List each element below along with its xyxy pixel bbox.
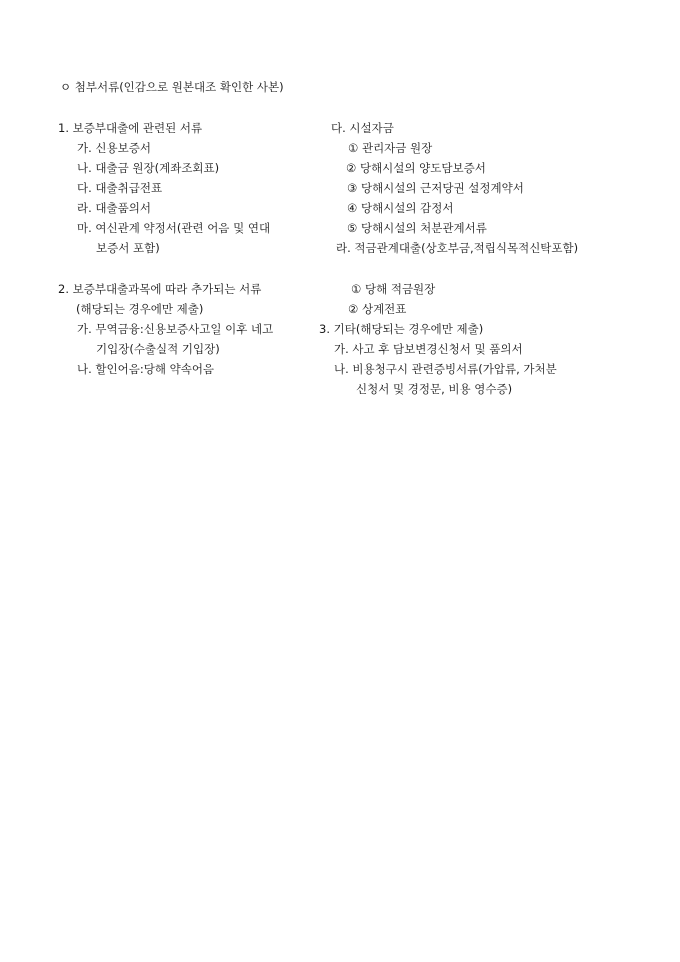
section-1-item: 가. 신용보증서 <box>77 141 151 155</box>
facility-fund-item: ③ 당해시설의 근저당권 설정계약서 <box>347 181 524 195</box>
section-1-item-continued: 보증서 포함) <box>96 241 160 255</box>
section-3-item-continued: 신청서 및 경정문, 비용 영수증) <box>356 382 513 396</box>
section-1-item: 나. 대출금 원장(계좌조회표) <box>77 161 220 175</box>
section-3-item: 나. 비용청구시 관련증빙서류(가압류, 가처분 <box>334 362 557 376</box>
section-2-subtitle: (해당되는 경우에만 제출) <box>76 302 204 316</box>
savings-loan-item: ② 상계전표 <box>348 302 407 316</box>
attachment-header: ㅇ 첨부서류(인감으로 원본대조 확인한 사본) <box>60 80 284 94</box>
section-1-item: 라. 대출품의서 <box>77 201 151 215</box>
section-2-item-continued: 기입장(수출실적 기입장) <box>96 342 220 356</box>
savings-loan-item: ① 당해 적금원장 <box>351 282 436 296</box>
facility-fund-item: ⑤ 당해시설의 처분관계서류 <box>347 221 487 235</box>
facility-fund-title: 다. 시설자금 <box>331 121 394 135</box>
savings-loan-title: 라. 적금관계대출(상호부금,적립식목적신탁포함) <box>336 241 579 255</box>
section-1-item: 다. 대출취급전표 <box>77 181 163 195</box>
section-3-title: 3. 기타(해당되는 경우에만 제출) <box>319 322 484 336</box>
section-3-item: 가. 사고 후 담보변경신청서 및 품의서 <box>334 342 523 356</box>
facility-fund-item: ④ 당해시설의 감정서 <box>347 201 454 215</box>
facility-fund-item: ① 관리자금 원장 <box>348 141 433 155</box>
facility-fund-item: ② 당해시설의 양도담보증서 <box>346 161 486 175</box>
section-1-item: 마. 여신관계 약정서(관련 어음 및 연대 <box>77 221 271 235</box>
section-2-title: 2. 보증부대출과목에 따라 추가되는 서류 <box>58 282 262 296</box>
section-2-item: 나. 할인어음:당해 약속어음 <box>77 362 215 376</box>
section-1-title: 1. 보증부대출에 관련된 서류 <box>58 121 203 135</box>
section-2-item: 가. 무역금융:신용보증사고일 이후 네고 <box>77 322 274 336</box>
